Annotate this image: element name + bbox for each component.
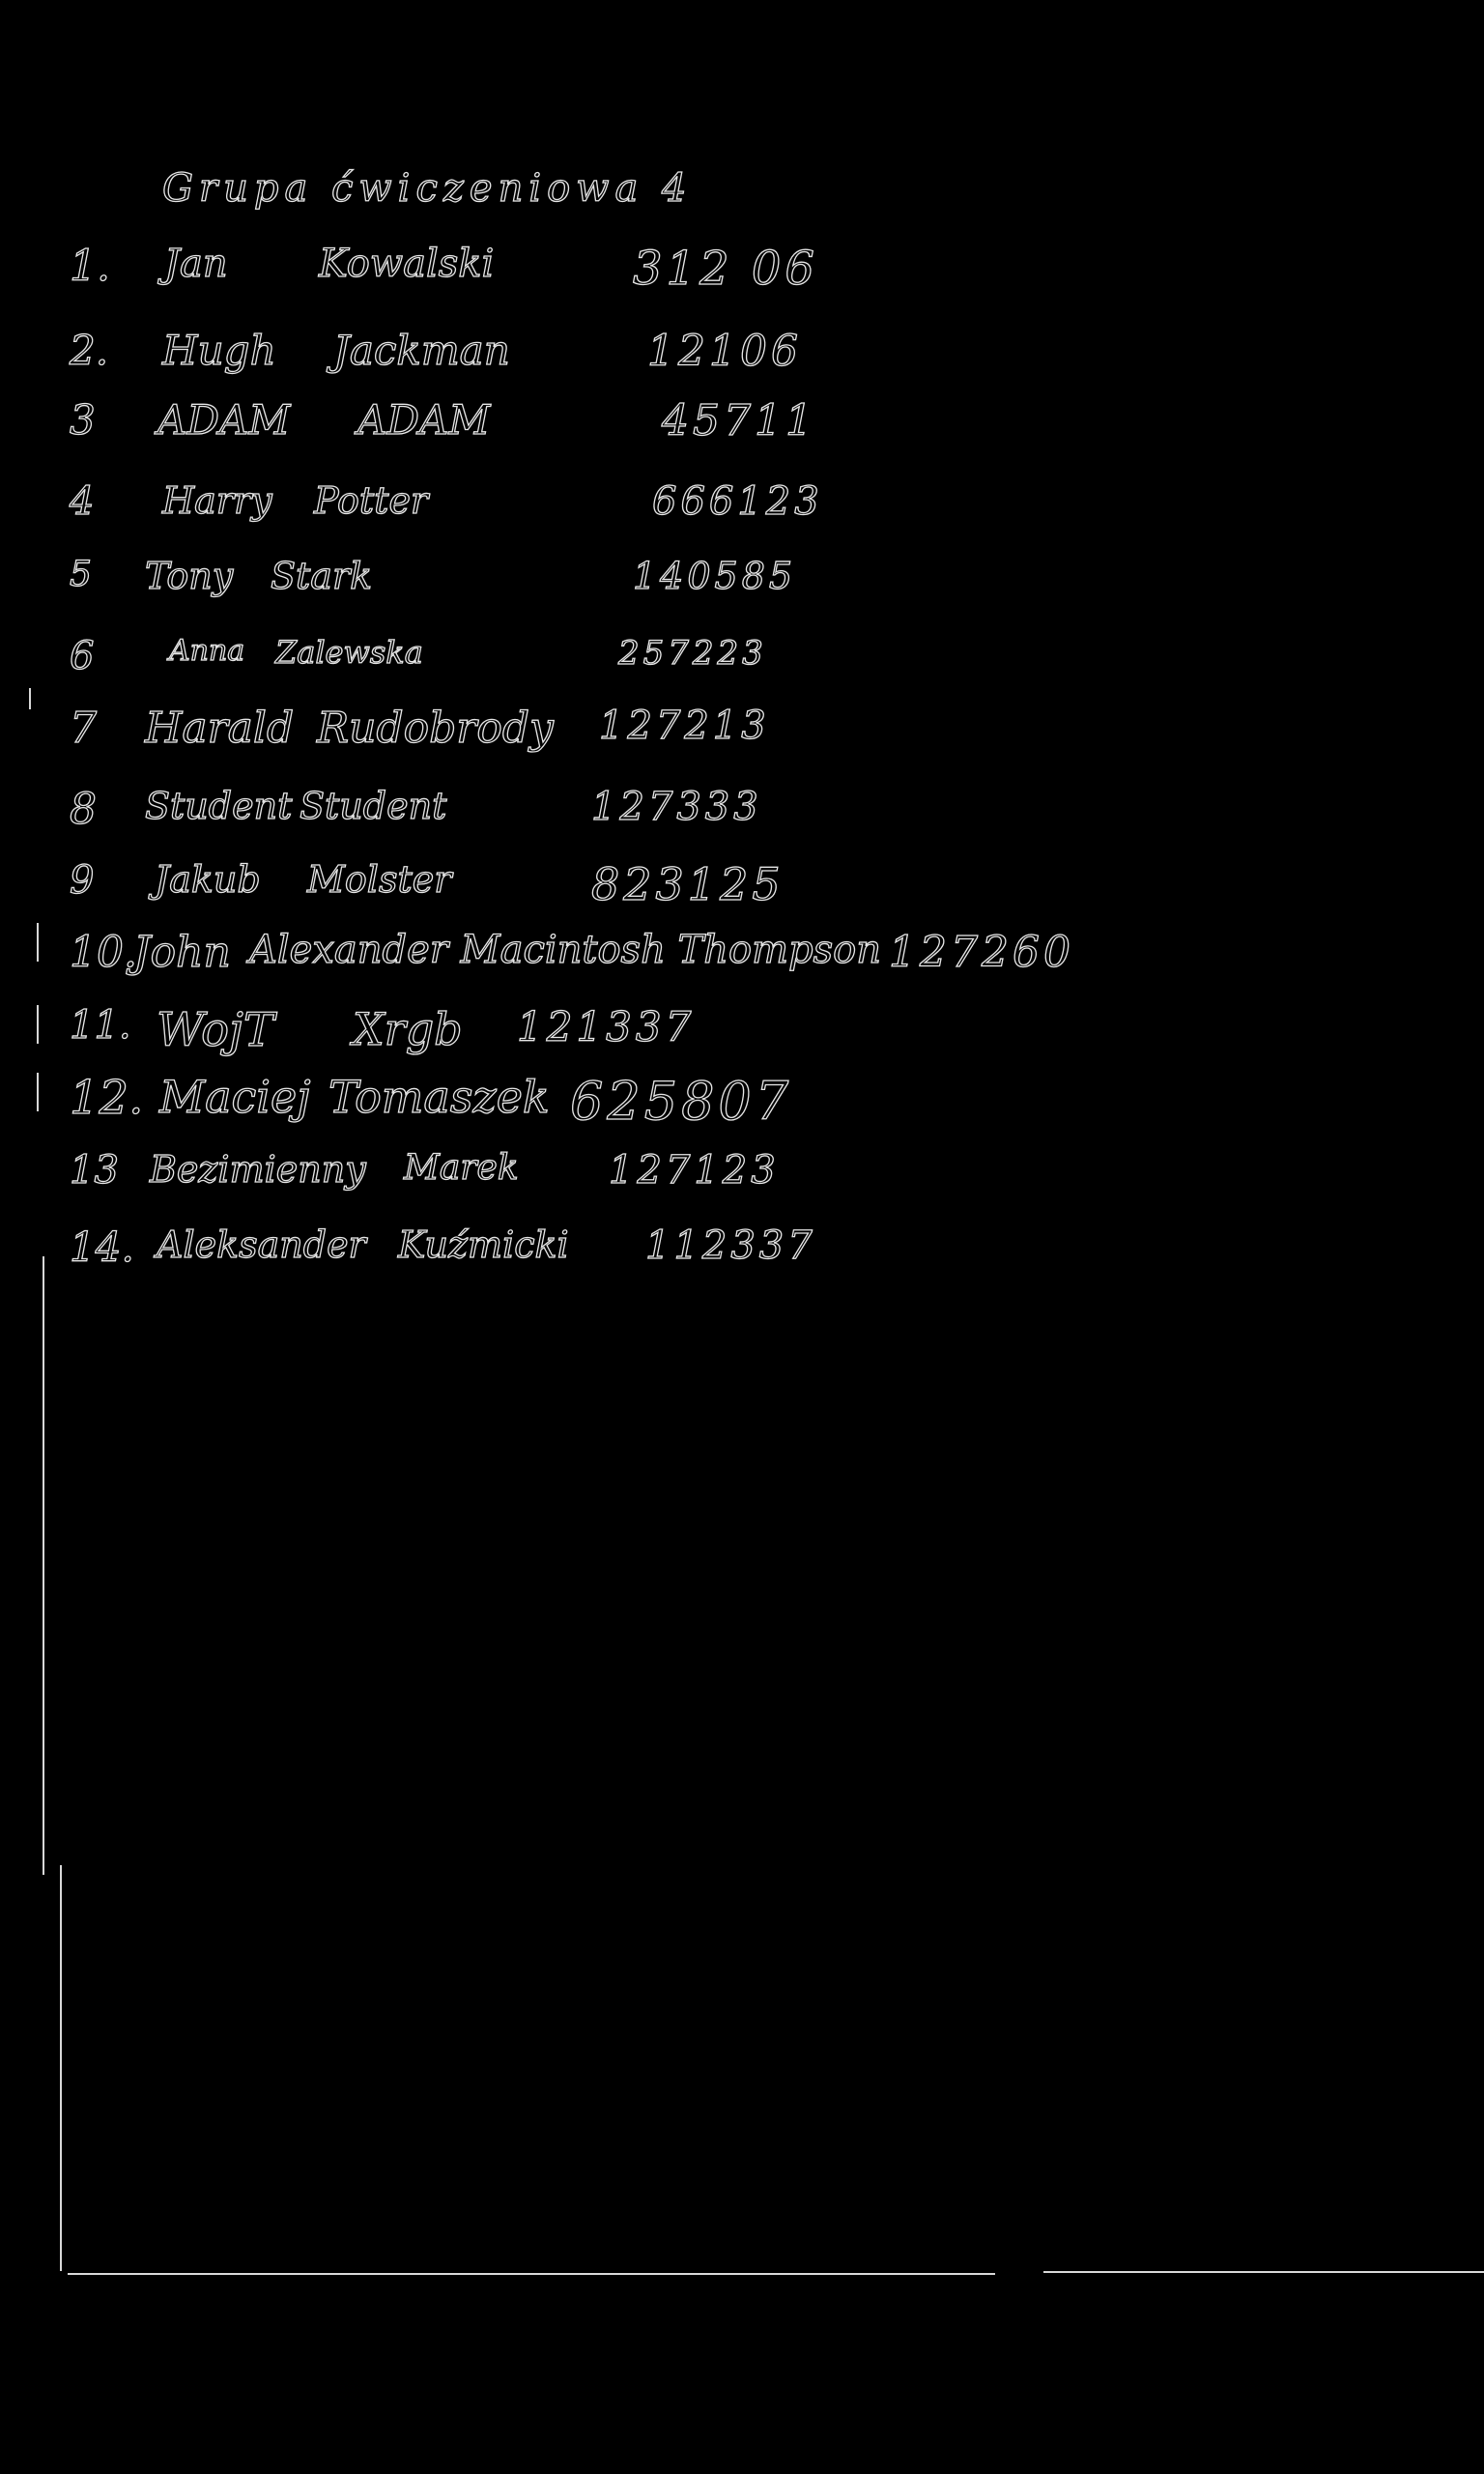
student-code: 823125 — [591, 858, 785, 910]
first-name: Jan — [164, 242, 228, 286]
last-name: ADAM — [357, 396, 491, 444]
last-name: Stark — [271, 555, 373, 597]
student-code: 127213 — [599, 704, 770, 748]
last-name: Rudobrody — [317, 704, 554, 753]
student-code: 12106 — [647, 327, 802, 376]
student-code: 121337 — [517, 1003, 696, 1050]
first-name: Tony — [145, 555, 234, 597]
student-code: 257223 — [618, 634, 767, 673]
row-number: 9 — [70, 858, 95, 903]
first-name: Anna — [169, 634, 245, 668]
row-number: 5 — [70, 555, 92, 594]
last-name: Alexander Macintosh Thompson — [249, 928, 881, 972]
first-name: Jakub — [155, 858, 261, 901]
student-code: 112337 — [645, 1223, 816, 1268]
last-name: Kowalski — [319, 242, 495, 286]
margin-mark — [29, 688, 31, 709]
row-number: 2. — [70, 327, 109, 374]
student-code: 312 06 — [633, 242, 818, 296]
row-number: 11. — [70, 1003, 131, 1048]
row-number: 4 — [70, 479, 95, 524]
last-name: Tomaszek — [328, 1071, 550, 1123]
last-name: Jackman — [333, 327, 510, 374]
row-number: 6 — [70, 634, 95, 678]
sheet-heading: Grupa ćwiczeniowa 4 — [162, 166, 693, 211]
first-name: John — [133, 928, 231, 977]
row-number: 8 — [70, 785, 97, 834]
last-name: Student — [300, 785, 447, 827]
student-code: 140585 — [633, 555, 797, 597]
margin-mark — [37, 923, 39, 962]
bottom-page-edge — [1043, 2271, 1484, 2273]
first-name: Student — [145, 785, 293, 827]
first-name: ADAM — [157, 396, 291, 444]
first-name: WojT — [157, 1003, 274, 1057]
student-code: 625807 — [570, 1071, 793, 1132]
first-name: Harald — [145, 704, 295, 753]
last-name: Xrgb — [353, 1003, 463, 1055]
row-number: 10. — [70, 928, 137, 977]
left-page-edge — [60, 1865, 62, 2271]
row-number: 13 — [70, 1148, 119, 1193]
bottom-page-edge — [68, 2273, 995, 2275]
row-number: 1. — [70, 242, 110, 291]
last-name: Molster — [307, 858, 452, 901]
first-name: Aleksander — [157, 1223, 366, 1266]
last-name: Potter — [314, 479, 429, 522]
margin-mark — [37, 1005, 39, 1044]
row-number: 14. — [70, 1223, 134, 1271]
last-name: Zalewska — [275, 634, 423, 671]
last-name: Marek — [404, 1148, 519, 1188]
row-number: 7 — [70, 704, 97, 753]
first-name: Harry — [162, 479, 272, 522]
margin-mark — [37, 1073, 39, 1111]
student-code: 127333 — [591, 785, 762, 829]
student-code: 127260 — [889, 928, 1074, 977]
row-number: 3 — [70, 396, 96, 444]
student-code: 45711 — [662, 396, 816, 446]
row-number: 12. — [70, 1071, 144, 1125]
student-code: 666123 — [652, 479, 823, 524]
last-name: Kuźmicki — [398, 1223, 569, 1266]
first-name: Bezimienny — [150, 1148, 366, 1191]
first-name: Hugh — [162, 327, 276, 374]
student-code: 127123 — [609, 1148, 780, 1193]
first-name: Maciej — [159, 1071, 311, 1123]
left-page-edge — [43, 1256, 44, 1875]
